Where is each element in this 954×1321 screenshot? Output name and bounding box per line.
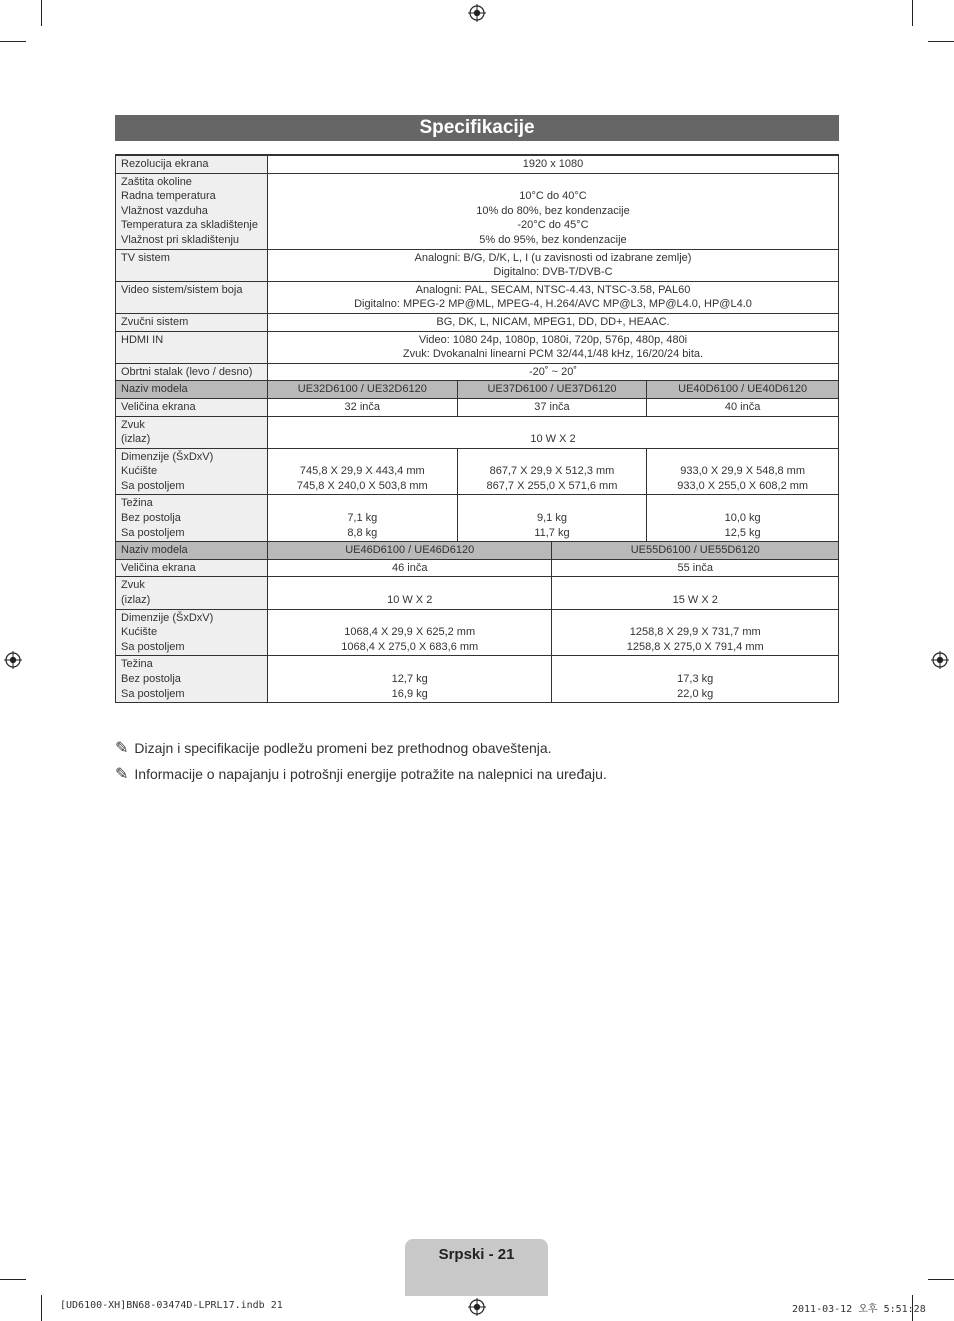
dimensions: 745,8 X 29,9 X 443,4 mm 745,8 X 240,0 X 503,8 mm [267,448,457,495]
weight: 17,3 kg 22,0 kg [552,656,839,703]
table-row [116,448,839,495]
table-row [116,656,839,703]
page-number-tab: Srpski - 21 [405,1239,548,1296]
row-value: 10°C do 40°C 10% do 80%, bez kondenzacije -20°C do 45°C 5% do 95%, bez kondenzacije [267,173,838,249]
table-row [116,398,839,416]
table-row [116,249,839,281]
crop-mark [41,0,42,26]
spec-table [115,154,839,703]
dimensions: 933,0 X 29,9 X 548,8 mm 933,0 X 255,0 X 608,2 mm [647,448,839,495]
registration-mark-icon [468,1298,486,1316]
table-row [116,155,839,173]
row-label: Naziv modela [116,381,268,399]
screen-size: 46 inča [267,559,551,577]
sound-output: 10 W X 2 [267,416,838,448]
model-name: UE55D6100 / UE55D6120 [552,542,839,560]
pencil-note-icon: ✎ [115,766,129,783]
table-row [116,559,839,577]
dimensions: 1258,8 X 29,9 X 731,7 mm 1258,8 X 275,0 X 791,4 mm [552,609,839,656]
crop-mark [41,1295,42,1321]
row-label: Dimenzije (ŠxDxV) Kućište Sa postoljem [116,448,268,495]
table-row [116,577,839,609]
crop-mark [912,0,913,26]
table-row [116,542,839,560]
row-label: Naziv modela [116,542,268,560]
sound-output: 15 W X 2 [552,577,839,609]
model-name: UE37D6100 / UE37D6120 [457,381,647,399]
row-label: Težina Bez postolja Sa postoljem [116,495,268,542]
registration-mark-icon [4,651,22,669]
weight: 9,1 kg 11,7 kg [457,495,647,542]
table-row [116,281,839,313]
note [115,738,552,758]
row-label: HDMI IN [116,331,268,363]
table-row [116,173,839,249]
crop-mark [0,41,26,42]
crop-mark [928,41,954,42]
footer-timestamp: 2011-03-12 오후 5:51:28 [792,1304,926,1315]
table-row [116,495,839,542]
row-value: Analogni: PAL, SECAM, NTSC-4.43, NTSC-3.58, PAL60 Digitalno: MPEG-2 MP@ML, MPEG-4, H.264/AVC MP@L3, MP@L4.0, HP@L4.0 [267,281,838,313]
row-value: BG, DK, L, NICAM, MPEG1, DD, DD+, HEAAC. [267,313,838,331]
registration-mark-icon [468,4,486,22]
weight: 7,1 kg 8,8 kg [267,495,457,542]
table-row [116,416,839,448]
row-label: Težina Bez postolja Sa postoljem [116,656,268,703]
page-title: Specifikacije [115,115,839,141]
row-label: Rezolucija ekrana [116,155,268,173]
row-label: Dimenzije (ŠxDxV) Kućište Sa postoljem [116,609,268,656]
row-value: Video: 1080 24p, 1080p, 1080i, 720p, 576p, 480p, 480i Zvuk: Dvokanalni linearni PCM 32/44,1/48 kHz, 16/20/24 bita. [267,331,838,363]
crop-mark [0,1279,26,1280]
table-row [116,363,839,381]
weight: 12,7 kg 16,9 kg [267,656,551,703]
model-name: UE32D6100 / UE32D6120 [267,381,457,399]
row-value: Analogni: B/G, D/K, L, I (u zavisnosti od izabrane zemlje) Digitalno: DVB-T/DVB-C [267,249,838,281]
weight: 10,0 kg 12,5 kg [647,495,839,542]
row-label: Zvuk (izlaz) [116,416,268,448]
table-row [116,609,839,656]
row-label: Veličina ekrana [116,398,268,416]
sound-output: 10 W X 2 [267,577,551,609]
row-label: Obrtni stalak (levo / desno) [116,363,268,381]
crop-mark [928,1279,954,1280]
screen-size: 32 inča [267,398,457,416]
note-text: Informacije o napajanju i potrošnji energije potražite na nalepnici na uređaju. [134,766,607,782]
model-name: UE46D6100 / UE46D6120 [267,542,551,560]
row-label: Zaštita okoline Radna temperatura Vlažnost vazduha Temperatura za skladištenje Vlažnost pri skladištenju [116,173,268,249]
table-row [116,381,839,399]
screen-size: 55 inča [552,559,839,577]
table-row [116,331,839,363]
dimensions: 867,7 X 29,9 X 512,3 mm 867,7 X 255,0 X 571,6 mm [457,448,647,495]
note-text: Dizajn i specifikacije podležu promeni bez prethodnog obaveštenja. [134,740,552,756]
row-value: 1920 x 1080 [267,155,838,173]
table-row [116,313,839,331]
screen-size: 37 inča [457,398,647,416]
note [115,764,607,784]
registration-mark-icon [931,651,949,669]
dimensions: 1068,4 X 29,9 X 625,2 mm 1068,4 X 275,0 X 683,6 mm [267,609,551,656]
row-label: Zvučni sistem [116,313,268,331]
row-label: TV sistem [116,249,268,281]
row-label: Video sistem/sistem boja [116,281,268,313]
footer-file-info: [UD6100-XH]BN68-03474D-LPRL17.indb 21 [60,1300,283,1311]
pencil-note-icon: ✎ [115,740,129,757]
row-value: -20˚ ~ 20˚ [267,363,838,381]
screen-size: 40 inča [647,398,839,416]
row-label: Zvuk (izlaz) [116,577,268,609]
model-name: UE40D6100 / UE40D6120 [647,381,839,399]
row-label: Veličina ekrana [116,559,268,577]
